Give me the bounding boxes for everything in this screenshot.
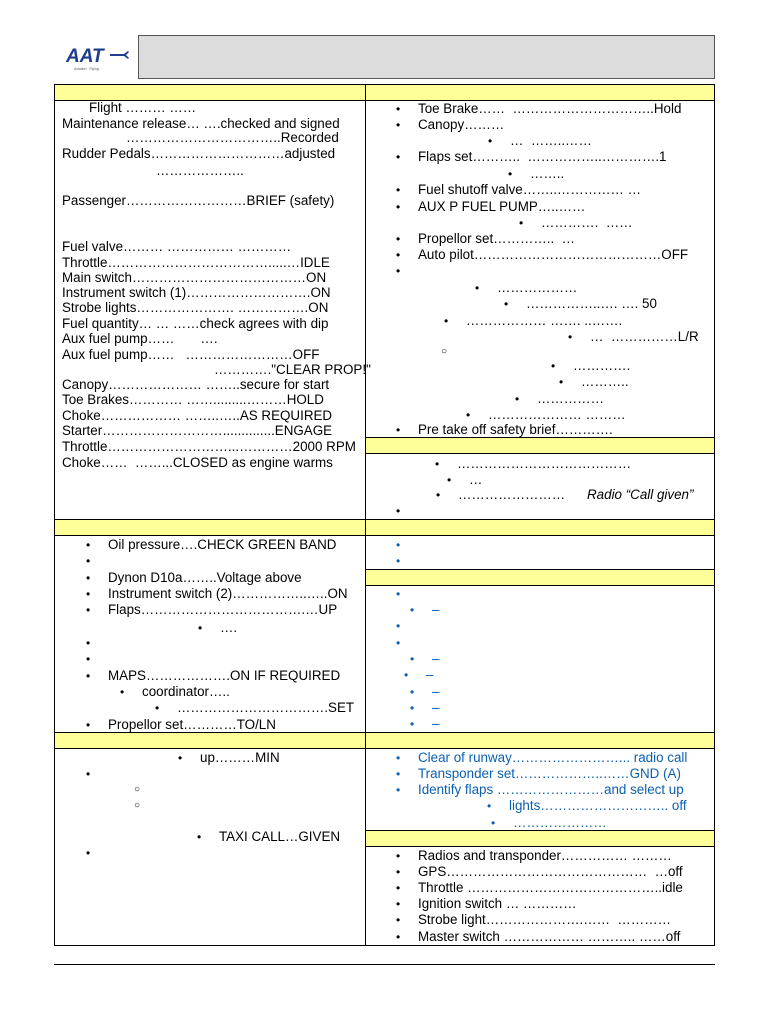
item-toe-brake: • Toe Brake…… …………………………..Hold — [418, 101, 681, 117]
item-aux-p-fuel-pump: • AUX P FUEL PUMP…..…… — [418, 199, 585, 215]
item-flight: Flight ……… …… — [89, 100, 197, 115]
section-header-warmup — [54, 519, 366, 536]
item-instrument-switch-1: Instrument switch (1)……………………….ON — [62, 285, 331, 300]
item-coordinator: • coordinator….. — [142, 684, 230, 700]
item-taxi-call: • TAXI CALL…GIVEN — [219, 829, 340, 845]
section-header-lineup — [365, 437, 715, 454]
item-aux-fuel-pump-1: Aux fuel pump…… …. — [62, 331, 218, 346]
item-maintenance-release: Maintenance release… ….checked and signed — [62, 116, 340, 131]
item-strobe-light: • Strobe light………………….…… ………… — [418, 912, 671, 928]
item-master-switch: • Master switch ……………… ……….. ……off — [418, 929, 680, 945]
section-header-shutdown — [365, 830, 715, 847]
item-approach-6: • – — [426, 667, 433, 683]
item-lineup-2: • … — [469, 472, 482, 488]
item-choke-closed: Choke…… ……...CLOSED as engine warms — [62, 455, 333, 470]
item-fuel-quantity: Fuel quantity… … ……check agrees with dip — [62, 316, 329, 331]
item-l-r: • … ……………L/R — [590, 329, 699, 345]
item-radios-transponder: • Radios and transponder…………… ……… — [418, 848, 672, 864]
item-passenger: Passenger………………………BRIEF (safety) — [62, 193, 335, 208]
item-canopy: Canopy………………… ……..secure for start — [62, 377, 330, 392]
item-approach-5: • – — [432, 651, 439, 667]
item-propellor-set: • Propellor set………….. … — [418, 231, 575, 247]
item-ignition-switch: • Ignition switch … ………… — [418, 896, 577, 912]
item-main-switch: Main switch…………………………………ON — [62, 270, 327, 285]
item-oil-pressure: • Oil pressure….CHECK GREEN BAND — [108, 537, 336, 553]
section-header-before-takeoff — [365, 84, 715, 101]
section-header-taxi — [54, 732, 366, 749]
item-right-dots-9: • ………………… ……… — [488, 407, 626, 423]
item-propellor-to-ln: • Propellor set…………TO/LN — [108, 717, 276, 733]
item-canopy-right: • Canopy……… — [418, 117, 504, 133]
company-logo — [66, 42, 130, 72]
item-warmup-dots: • …. — [220, 620, 237, 636]
item-blank-dots: ……………….. — [156, 163, 244, 178]
item-approach-2: • – — [432, 602, 439, 618]
item-aux-fuel-pump-2: Aux fuel pump…… ……………………OFF — [62, 347, 320, 362]
item-right-dots-7: • ……….. — [581, 374, 629, 390]
item-approach-9: • – — [432, 716, 439, 732]
title-box — [138, 35, 715, 79]
item-dynon: • Dynon D10a……..Voltage above — [108, 570, 302, 586]
approach-cell — [365, 585, 715, 733]
item-right-dots-8: • …………… — [537, 391, 604, 407]
item-instrument-switch-2: • Instrument switch (2)……………..…..ON — [108, 586, 348, 602]
item-right-dots-4: • ……………… — [497, 280, 577, 296]
section-header-approach — [365, 569, 715, 586]
item-set: • …………………………….SET — [177, 700, 354, 716]
footer-rule — [54, 964, 715, 965]
climb-cell — [365, 535, 715, 570]
logo-text: AAT — [66, 46, 104, 67]
item-approach-8: • – — [432, 700, 439, 716]
item-right-dots-6: • …………. — [573, 358, 630, 374]
item-gps: • GPS……………………………………… …off — [418, 864, 683, 880]
item-lineup-1: • ………………………………… — [457, 456, 631, 472]
item-lineup-3: • …………………… — [458, 487, 565, 503]
item-after-landing-dots: • ………………… — [513, 815, 607, 831]
item-rudder-pedals: Rudder Pedals…………………………adjusted — [62, 146, 336, 161]
item-safety-brief: • Pre take off safety brief…………. — [418, 422, 613, 438]
taxi-cell — [54, 748, 366, 946]
item-auto-pilot: • Auto pilot……………………………………OFF — [418, 247, 688, 263]
item-maps: • MAPS……………….ON IF REQUIRED — [108, 668, 340, 684]
item-identify-flaps: • Identify flaps ……………………and select up — [418, 782, 684, 798]
item-lights-off: • lights……………………….. off — [509, 798, 687, 814]
item-starter: Starter………………………..............ENGAGE — [62, 423, 333, 438]
item-fuel-valve: Fuel valve……… …………… ………… — [62, 239, 292, 254]
item-right-dots-1: • … ……..…… — [510, 133, 592, 149]
item-flaps-up: • Flaps……………………………….…UP — [108, 602, 337, 618]
item-taxi-up-min: • up………MIN — [200, 750, 280, 766]
item-fuel-shutoff: • Fuel shutoff valve……..…………… … — [418, 182, 641, 198]
section-header-after-landing — [365, 732, 715, 749]
item-strobe-lights: Strobe lights…………………. …………….ON — [62, 300, 329, 315]
item-right-dots-3: • …………. …… — [541, 215, 633, 231]
logo-tagline: Aviation · Flying — [74, 67, 99, 71]
item-right-dots-5: • ……………… ……. ..……. — [466, 313, 622, 329]
item-approach-7: • – — [432, 684, 439, 700]
item-throttle-idle-shutdown: • Throttle ……………………………………..idle — [418, 880, 683, 896]
item-clear-prop: …………."CLEAR PROP!" — [214, 362, 371, 377]
airplane-icon — [110, 51, 129, 59]
item-transponder-set: • Transponder set………………..……GND (A) — [418, 766, 681, 782]
section-header-pre-start — [54, 84, 366, 101]
item-clear-of-runway: • Clear of runway……………………... radio call — [418, 750, 687, 766]
section-header-climb — [365, 519, 715, 536]
item-toe-brakes: Toe Brakes………… …….........………HOLD — [62, 392, 324, 407]
item-throttle-2000: Throttle………………………...…………2000 RPM — [62, 439, 356, 454]
item-recorded: ……………………………..Recorded — [126, 130, 339, 145]
item-throttle-idle: Throttle……………………………….....…IDLE — [62, 255, 330, 270]
item-choke-as-required: Choke……………… ……..…..AS REQUIRED — [62, 408, 333, 423]
item-fifty: • ……………..…. …. 50 — [526, 296, 657, 312]
item-right-dots-2: • …….. — [530, 166, 564, 182]
item-radio-call-given: Radio “Call given” — [587, 487, 694, 502]
item-flaps-set: • Flaps set……….. ……………..………….1 — [418, 149, 667, 165]
